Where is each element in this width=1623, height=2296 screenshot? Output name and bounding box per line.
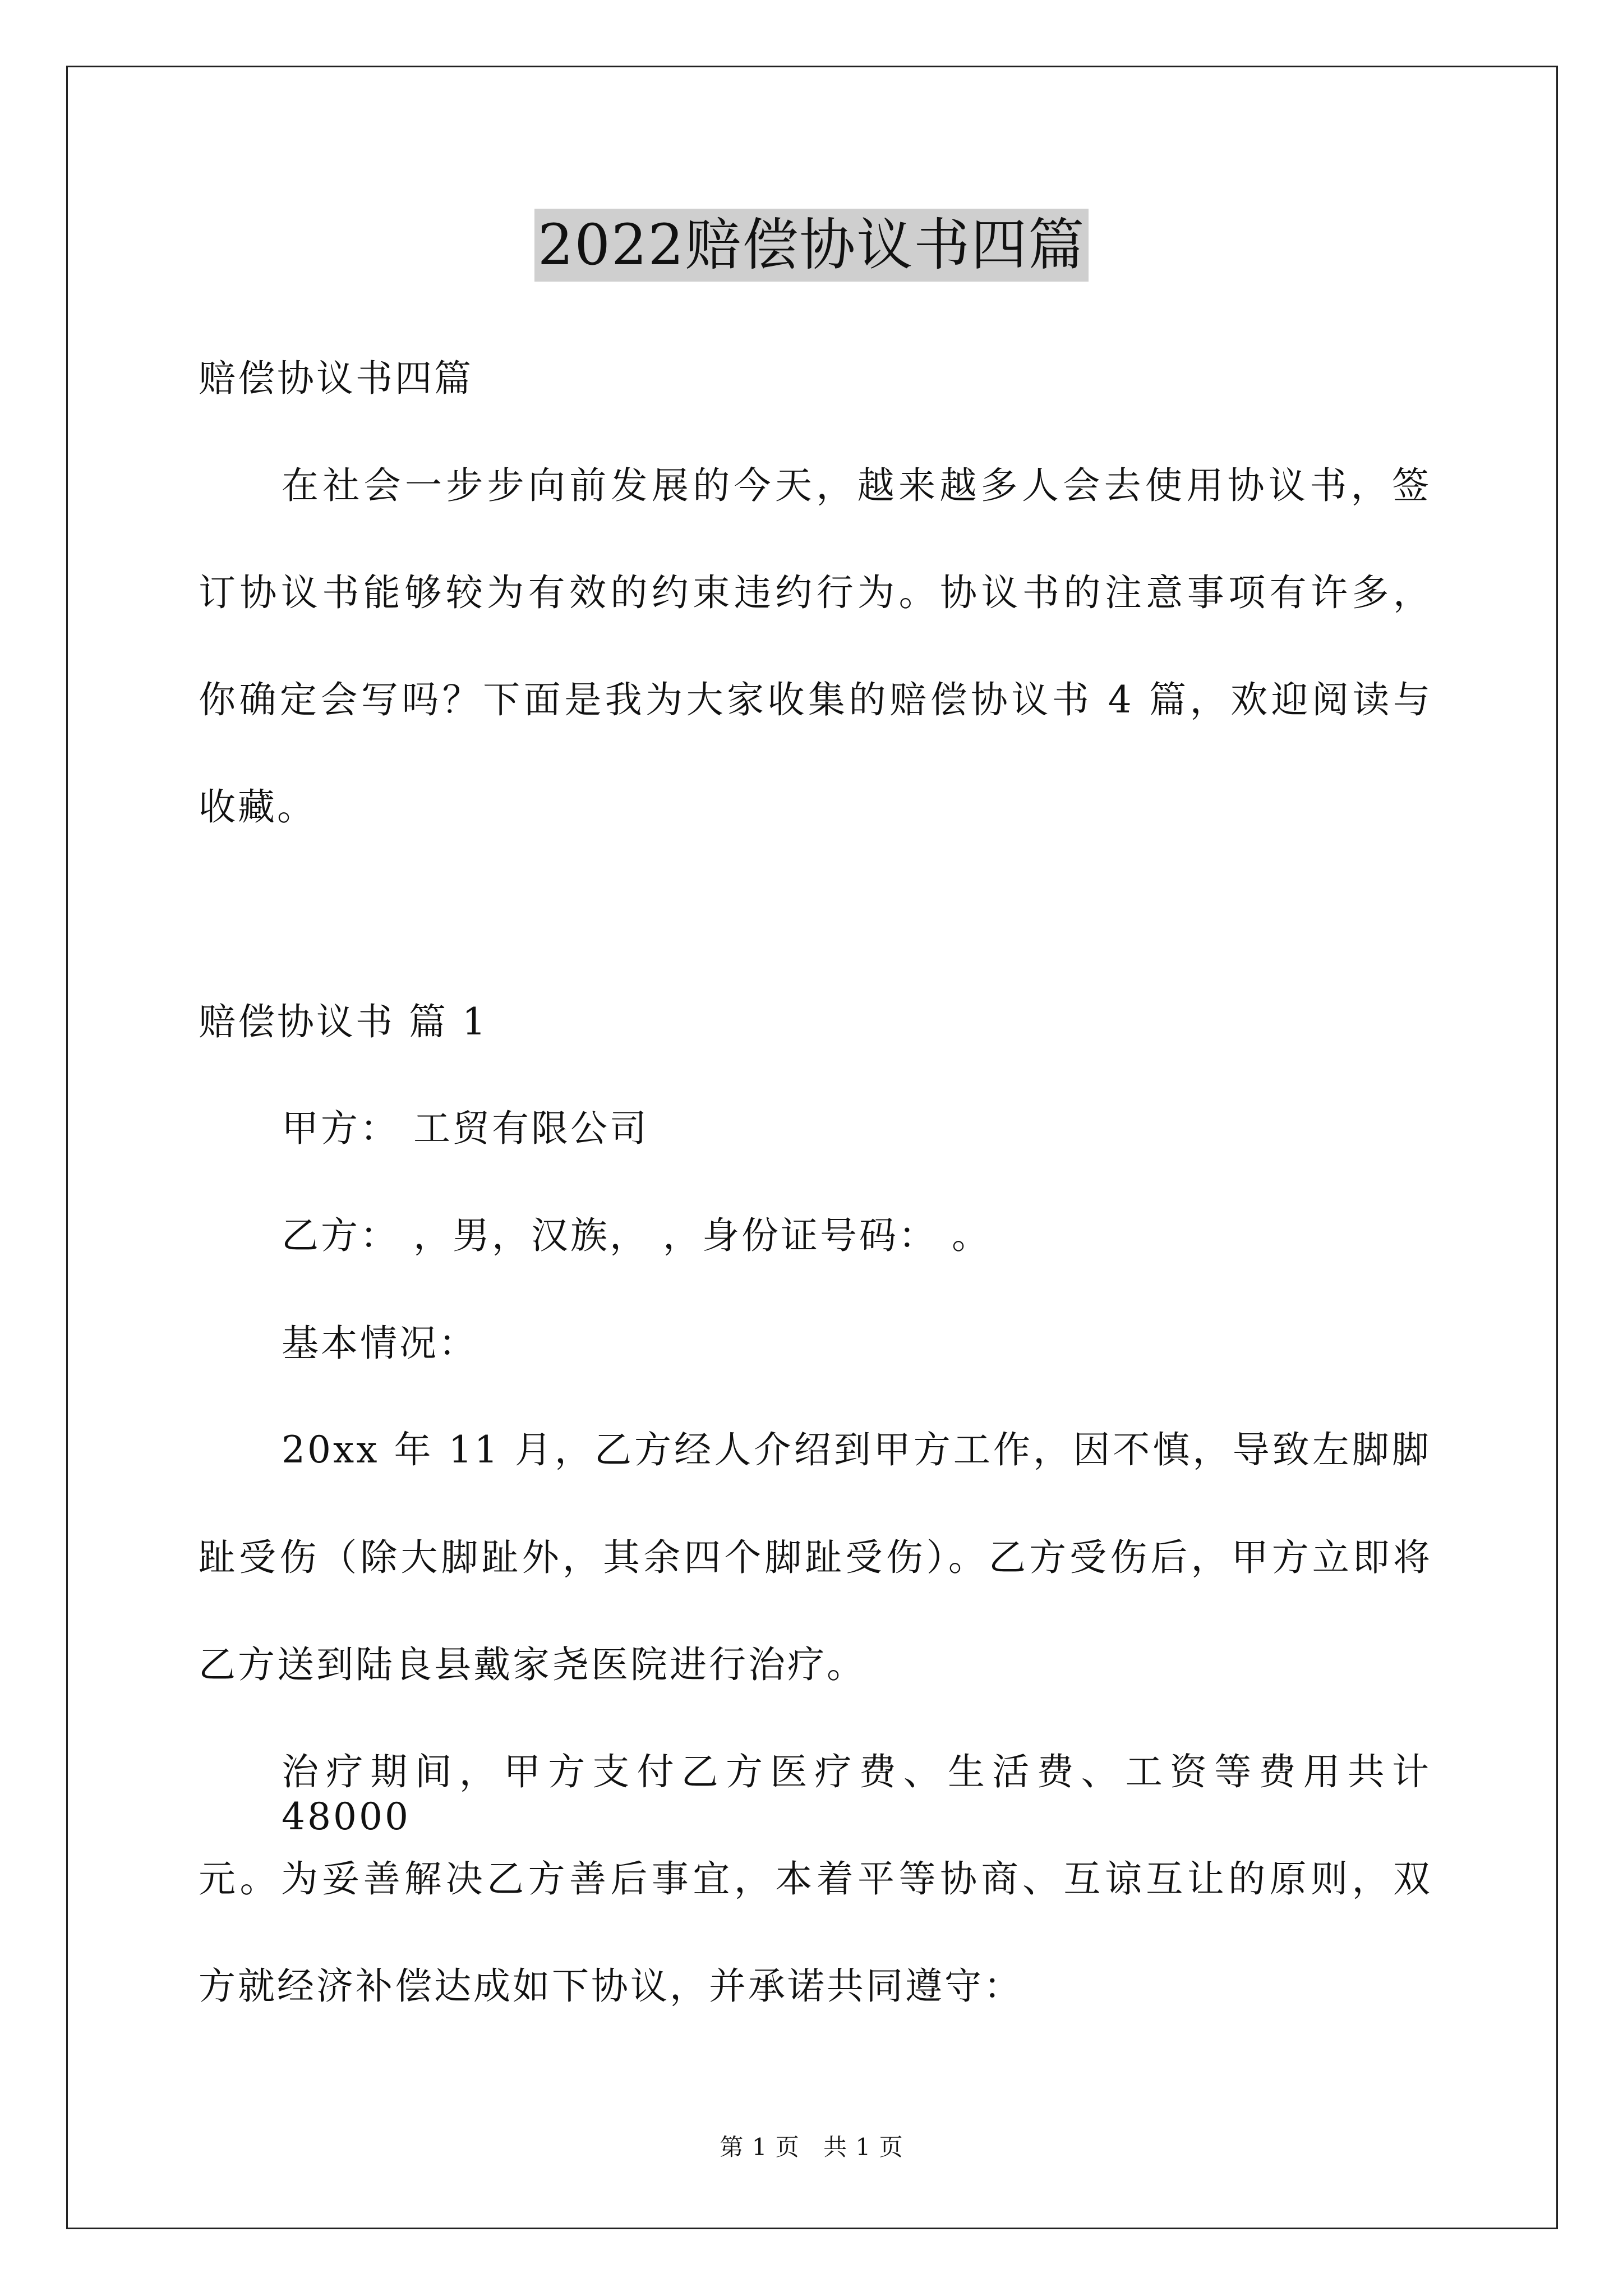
- paragraph-2-line-3: 方就经济补偿达成如下协议，并承诺共同遵守：: [199, 1964, 1023, 2008]
- party-a: 甲方： 工贸有限公司: [282, 1107, 649, 1150]
- page-number-current: 第 1 页: [720, 2133, 800, 2161]
- paragraph-2-line-1: 治疗期间，甲方支付乙方医疗费、生活费、工资等费用共计 48000: [282, 1750, 1431, 1838]
- title-wrapper: [0, 209, 1623, 282]
- document-title: 2022赔偿协议书四篇: [534, 209, 1089, 282]
- intro-line-4: 收藏。: [199, 785, 316, 829]
- intro-line-1: 在社会一步步向前发展的今天，越来越多人会去使用协议书，签: [282, 464, 1431, 507]
- paragraph-1-line-3: 乙方送到陆良县戴家尧医院进行治疗。: [199, 1643, 866, 1686]
- intro-line-3: 你确定会写吗？下面是我为大家收集的赔偿协议书 4 篇，欢迎阅读与: [199, 678, 1432, 721]
- paragraph-1-line-1: 20xx 年 11 月，乙方经人介绍到甲方工作，因不慎，导致左脚脚: [282, 1428, 1431, 1471]
- section-heading: 赔偿协议书 篇 1: [199, 1000, 488, 1043]
- page-number-total: 共 1 页: [823, 2133, 903, 2161]
- intro-line-2: 订协议书能够较为有效的约束违约行为。协议书的注意事项有许多，: [199, 571, 1432, 614]
- paragraph-1-line-2: 趾受伤（除大脚趾外，其余四个脚趾受伤）。乙方受伤后，甲方立即将: [199, 1536, 1432, 1579]
- paragraph-2-line-2: 元。为妥善解决乙方善后事宜，本着平等协商、互谅互让的原则，双: [199, 1857, 1432, 1901]
- document-subtitle: 赔偿协议书四篇: [199, 357, 473, 400]
- party-b: 乙方： ，男，汉族， ，身份证号码： 。: [282, 1214, 991, 1257]
- basic-situation-label: 基本情况：: [282, 1322, 478, 1365]
- page-footer: [0, 2132, 1623, 2163]
